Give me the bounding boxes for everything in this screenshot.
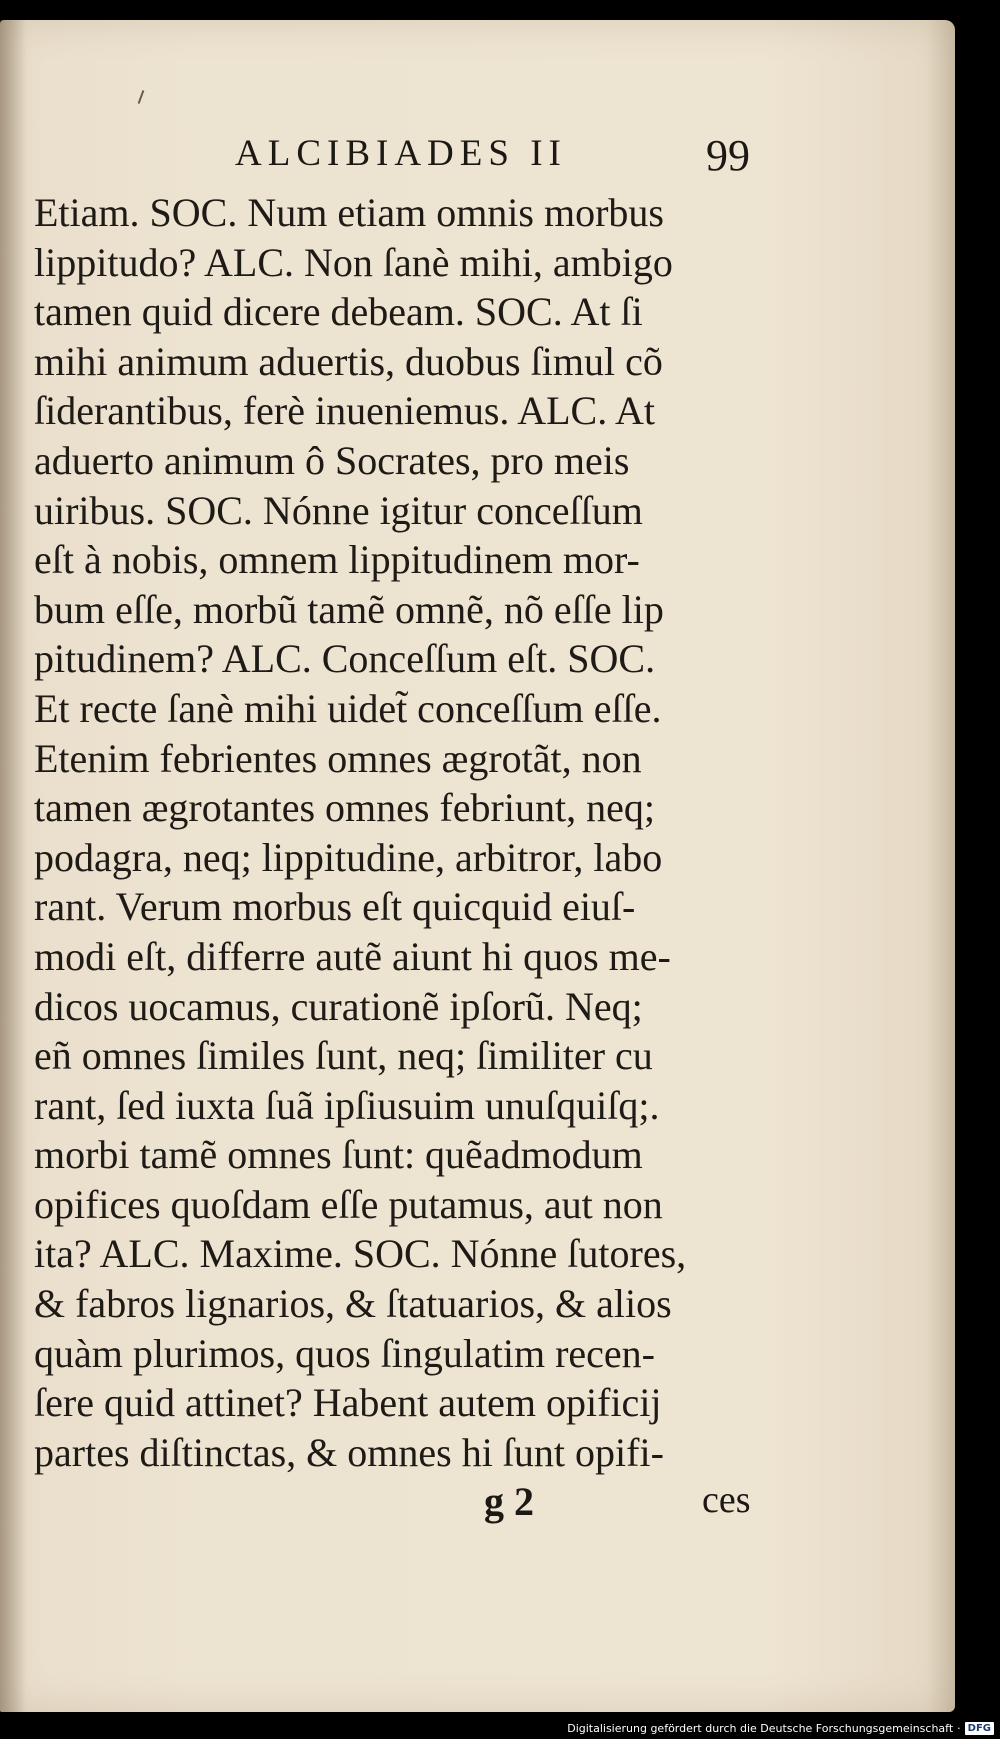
text-line: partes diſtinctas, & omnes hi ſunt opifi- xyxy=(34,1429,664,1475)
running-head: ALCIBIADES II xyxy=(235,133,567,174)
text-line: mihi animum aduertis, duobus ſimul cõ xyxy=(34,338,663,384)
credit-text: Digitalisierung gefördert durch die Deutsche Forschungsgemeinschaft xyxy=(567,1721,954,1735)
ink-mark xyxy=(138,90,145,104)
text-line: rant, ſed iuxta ſuã ipſiusuim unuſquiſq;. xyxy=(34,1082,660,1128)
text-line: opifices quoſdam eſſe putamus, aut non xyxy=(34,1181,663,1227)
text-line: Etiam. SOC. Num etiam omnis morbus xyxy=(34,190,664,235)
text-line: bum eſſe, morbũ tamẽ omnẽ, nõ eſſe lip xyxy=(34,586,664,632)
text-line: ſiderantibus, ferè inueniemus. ALC. At xyxy=(34,388,655,434)
gutter-shadow xyxy=(0,20,26,1712)
text-line: eñ omnes ſimiles ſunt, neq; ſimiliter cu xyxy=(34,1033,653,1079)
catchword: ces xyxy=(702,1479,751,1521)
dfg-logo-icon: DFG xyxy=(965,1722,994,1735)
text-line: uiribus. SOC. Nónne igitur conceſſum xyxy=(34,487,643,533)
signature-mark: g 2 xyxy=(484,1479,534,1524)
text-line: ita? ALC. Maxime. SOC. Nónne ſutores, xyxy=(34,1231,687,1277)
text-line: podagra, neq; lippitudine, arbitror, labo xyxy=(34,834,663,880)
text-line: rant. Verum morbus eſt quicquid eiuſ- xyxy=(34,884,636,930)
text-line: tamen quid dicere debeam. SOC. At ſi xyxy=(34,289,643,335)
text-block xyxy=(34,188,786,1477)
text-line: dicos uocamus, curationẽ ipſorũ. Neq; xyxy=(34,983,643,1029)
text-line: ſere quid attinet? Habent autem opificij xyxy=(34,1380,662,1426)
text-line: tamen ægrotantes omnes febriunt, neq; xyxy=(34,785,655,831)
text-line: modi eſt, differre autẽ aiunt hi quos me- xyxy=(34,933,671,979)
text-line: lippitudo? ALC. Non ſanè mihi, ambigo xyxy=(34,239,673,285)
text-line: quàm plurimos, quos ſingulatim recen- xyxy=(34,1330,655,1376)
text-line: aduerto animum ô Socrates, pro meis xyxy=(34,437,630,483)
text-line: pitudinem? ALC. Conceſſum eſt. SOC. xyxy=(34,636,656,682)
text-line: morbi tamẽ omnes ſunt: quẽadmodum xyxy=(34,1132,643,1178)
text-line: Etenim febrientes omnes ægrotãt, non xyxy=(34,735,642,781)
funding-credit: Digitalisierung gefördert durch die Deutsche Forschungsgemeinschaft · DFG xyxy=(567,1720,994,1736)
text-line: Et recte ſanè mihi uidet̃ conceſſum eſſe. xyxy=(34,685,662,731)
text-line: & fabros lignarios, & ſtatuarios, & alios xyxy=(34,1281,672,1327)
page-number: 99 xyxy=(706,131,750,180)
text-line: eſt à nobis, omnem lippitudinem mor- xyxy=(34,537,640,583)
book-page xyxy=(0,20,955,1712)
